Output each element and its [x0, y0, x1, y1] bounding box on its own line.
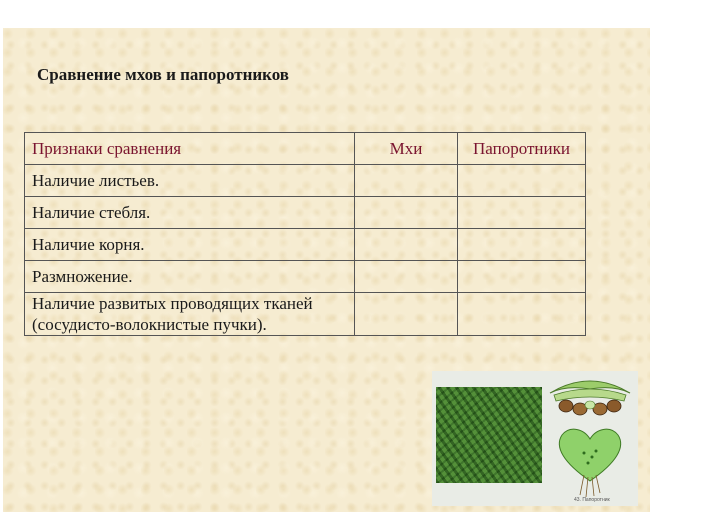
feature-cell: Размножение.: [25, 261, 355, 293]
ferns-cell: [458, 165, 586, 197]
feature-cell: Наличие развитых проводящих тканей (сосудисто-волокнистые пучки).: [25, 293, 355, 336]
header-mosses: Мхи: [355, 133, 458, 165]
prothallus-heart-icon: [559, 429, 620, 497]
mosses-cell: [355, 197, 458, 229]
fern-illustration: [432, 371, 638, 506]
mosses-cell: [355, 293, 458, 336]
table-row: [25, 293, 586, 336]
feature-cell: Наличие стебля.: [25, 197, 355, 229]
table-row: [25, 261, 586, 293]
table-row: [25, 165, 586, 197]
table-row: [25, 229, 586, 261]
slide-title: Сравнение мхов и папоротников: [37, 65, 289, 84]
fern-fronds-photo: [436, 387, 542, 483]
mosses-cell: [355, 229, 458, 261]
comparison-table: [24, 132, 586, 336]
ferns-cell: [458, 293, 586, 336]
header-features: Признаки сравнения: [25, 133, 355, 165]
table-header-row: [25, 133, 586, 165]
table-row: [25, 197, 586, 229]
feature-cell: Наличие листьев.: [25, 165, 355, 197]
feature-cell: Наличие корня.: [25, 229, 355, 261]
ferns-cell: [458, 261, 586, 293]
image-caption: 43. Папоротник: [574, 497, 610, 503]
slide: [3, 28, 650, 512]
ferns-cell: [458, 197, 586, 229]
header-ferns: Папоротники: [458, 133, 586, 165]
sorus-cross-section-icon: [550, 381, 630, 415]
ferns-cell: [458, 229, 586, 261]
mosses-cell: [355, 165, 458, 197]
fern-sporangia-diagram: [544, 371, 636, 503]
mosses-cell: [355, 261, 458, 293]
